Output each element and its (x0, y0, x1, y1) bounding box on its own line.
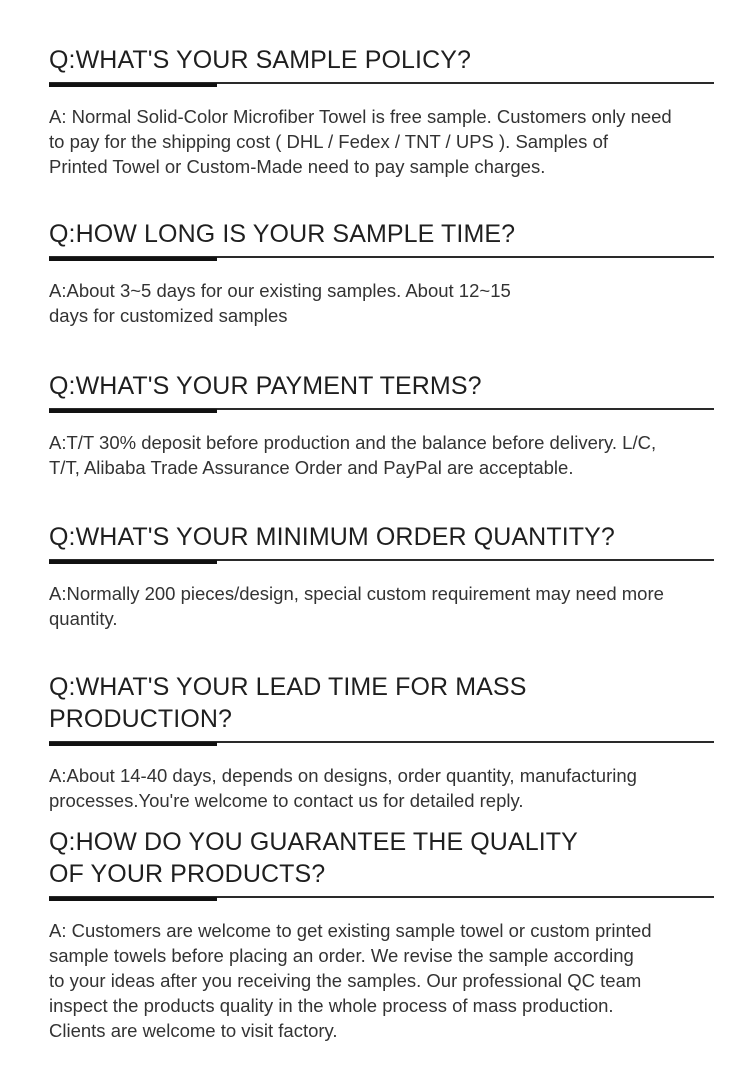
faq-answer: A:Normally 200 pieces/design, special custom requirement may need more quantity. (49, 583, 664, 629)
faq-divider (49, 559, 714, 561)
divider-accent (49, 257, 217, 261)
faq-answer: A:About 3~5 days for our existing samples. About 12~15 days for customized samples (49, 280, 511, 326)
divider-accent (49, 409, 217, 413)
divider-accent (49, 83, 217, 87)
faq-question: Q:HOW LONG IS YOUR SAMPLE TIME? (49, 220, 516, 248)
faq-answer: A:About 14-40 days, depends on designs, order quantity, manufacturing processes.You're welcome to contact us for detailed reply. (49, 765, 637, 811)
faq-sample-policy (49, 44, 714, 179)
faq-divider (49, 408, 714, 410)
faq-question: Q:WHAT'S YOUR MINIMUM ORDER QUANTITY? (49, 523, 615, 551)
faq-divider (49, 896, 714, 898)
faq-question: Q:WHAT'S YOUR SAMPLE POLICY? (49, 46, 472, 74)
faq-answer: A: Normal Solid-Color Microfiber Towel is free sample. Customers only need to pay for the shipping cost ( DHL / Fedex / TNT / UPS ). Samples of Printed Towel or Custom-Made need to pay sample charges. (49, 106, 672, 177)
divider-accent (49, 742, 217, 746)
divider-accent (49, 560, 217, 564)
faq-minimum-order (49, 521, 714, 631)
faq-payment-terms (49, 370, 714, 480)
faq-question: Q:WHAT'S YOUR LEAD TIME FOR MASS PRODUCTION? (49, 673, 527, 733)
faq-divider (49, 741, 714, 743)
divider-accent (49, 897, 217, 901)
faq-question: Q:WHAT'S YOUR PAYMENT TERMS? (49, 372, 482, 400)
faq-question: Q:HOW DO YOU GUARANTEE THE QUALITY OF YOUR PRODUCTS? (49, 828, 578, 888)
faq-divider (49, 82, 714, 84)
faq-lead-time (49, 671, 714, 813)
faq-sample-time (49, 218, 714, 328)
faq-quality-guarantee (49, 826, 714, 1043)
faq-answer: A: Customers are welcome to get existing sample towel or custom printed sample towels before placing an order. We revise the sample according to your ideas after you receiving the samples. Our professional QC team inspect the products quality in the whole process of mass production. Clients are welcome to visit factory. (49, 920, 652, 1041)
faq-answer: A:T/T 30% deposit before production and the balance before delivery. L/C, T/T, Alibaba Trade Assurance Order and PayPal are acceptable. (49, 432, 657, 478)
faq-divider (49, 256, 714, 258)
